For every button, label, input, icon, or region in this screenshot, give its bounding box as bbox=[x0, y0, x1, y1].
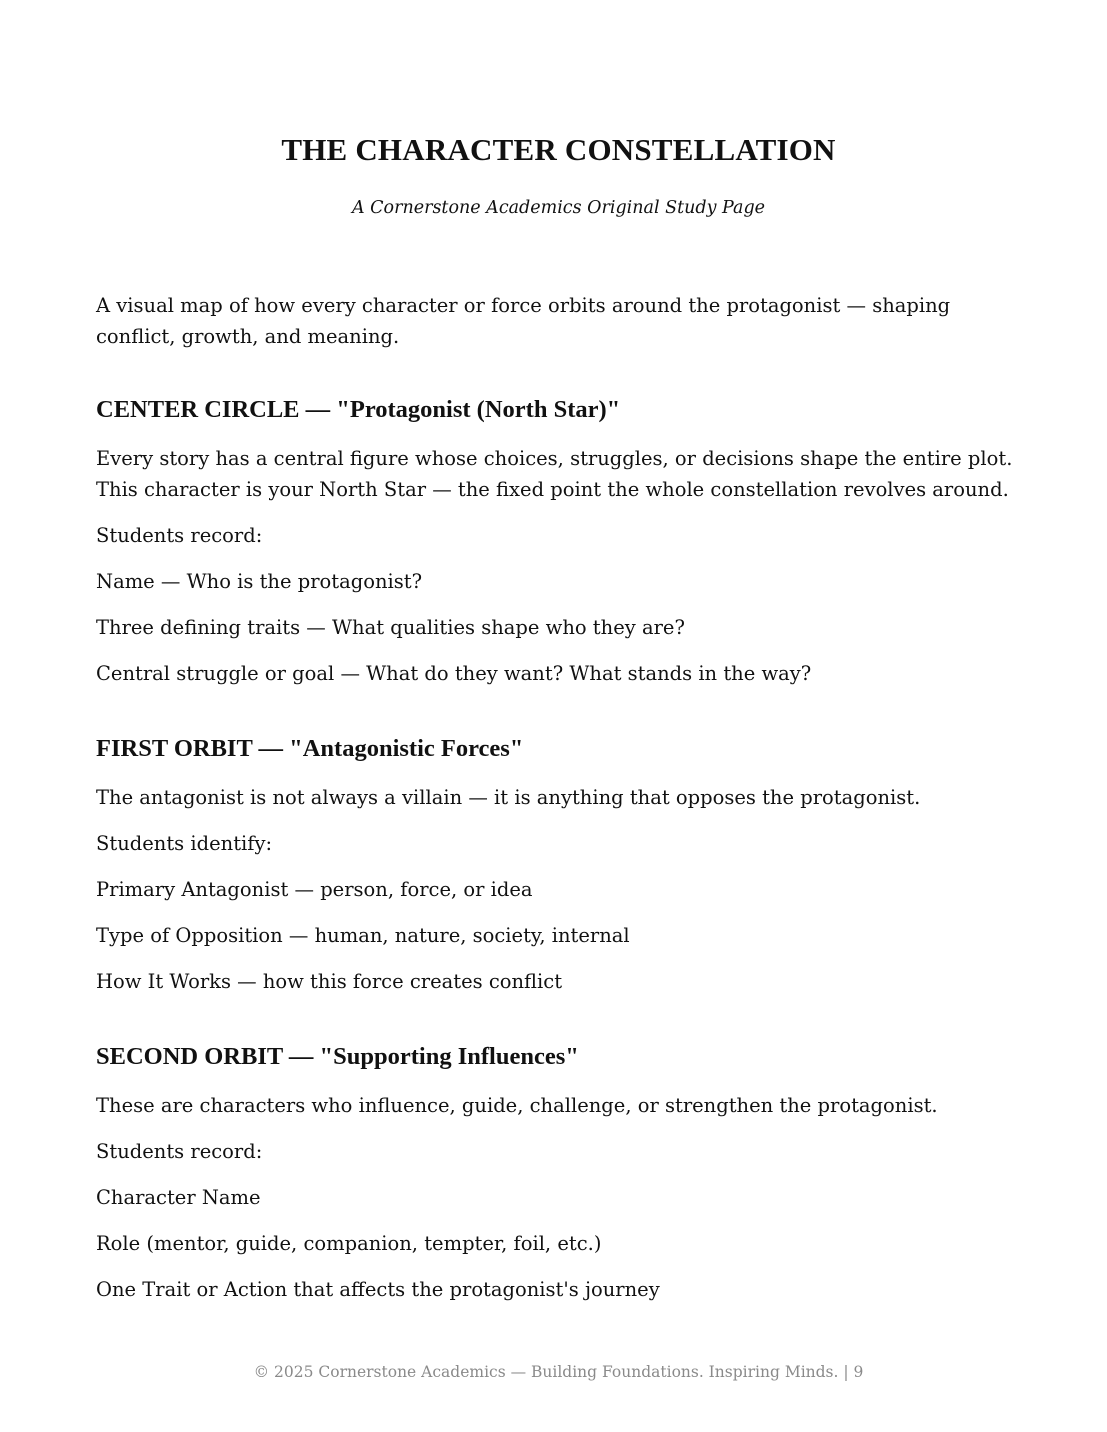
section-heading: SECOND ORBIT — "Supporting Influences" bbox=[96, 1043, 579, 1070]
section-line: Name — Who is the protagonist? bbox=[96, 570, 423, 593]
section-line: Central struggle or goal — What do they want? What stands in the way? bbox=[96, 662, 812, 685]
section-heading: CENTER CIRCLE — "Protagonist (North Star)" bbox=[96, 396, 621, 423]
section-first-orbit bbox=[96, 734, 1021, 1012]
section-line: Character Name bbox=[96, 1186, 261, 1209]
section-line: Students identify: bbox=[96, 832, 273, 855]
section-line: How It Works — how this force creates conflict bbox=[96, 970, 563, 993]
page-footer: © 2025 Cornerstone Academics — Building Foundations. Inspiring Minds. | 9 bbox=[253, 1363, 864, 1381]
section-heading: FIRST ORBIT — "Antagonistic Forces" bbox=[96, 735, 524, 762]
section-second-orbit bbox=[96, 1042, 1021, 1320]
section-line: One Trait or Action that affects the protagonist's journey bbox=[96, 1278, 660, 1301]
section-center-circle bbox=[96, 395, 1021, 704]
section-line: Role (mentor, guide, companion, tempter, foil, etc.) bbox=[96, 1232, 602, 1255]
section-line: Students record: bbox=[96, 1140, 263, 1163]
page-title: THE CHARACTER CONSTELLATION bbox=[281, 132, 836, 167]
section-line: Students record: bbox=[96, 524, 263, 547]
section-line: Three defining traits — What qualities shape who they are? bbox=[96, 616, 685, 639]
section-paragraph: Every story has a central figure whose choices, struggles, or decisions shape the entire plot. This character is your North Star — the fixed point the whole constellation revolves around. bbox=[96, 447, 1013, 501]
section-paragraph: These are characters who influence, guide, challenge, or strengthen the protagonist. bbox=[96, 1094, 938, 1117]
page-subtitle: A Cornerstone Academics Original Study Page bbox=[351, 198, 766, 218]
section-line: Type of Opposition — human, nature, society, internal bbox=[96, 924, 630, 947]
section-line: Primary Antagonist — person, force, or idea bbox=[96, 878, 533, 901]
document-page bbox=[96, 0, 1021, 1432]
section-paragraph: The antagonist is not always a villain — it is anything that opposes the protagonist. bbox=[96, 786, 921, 809]
intro-paragraph: A visual map of how every character or force orbits around the protagonist — shaping conflict, growth, and meaning. bbox=[96, 294, 951, 348]
